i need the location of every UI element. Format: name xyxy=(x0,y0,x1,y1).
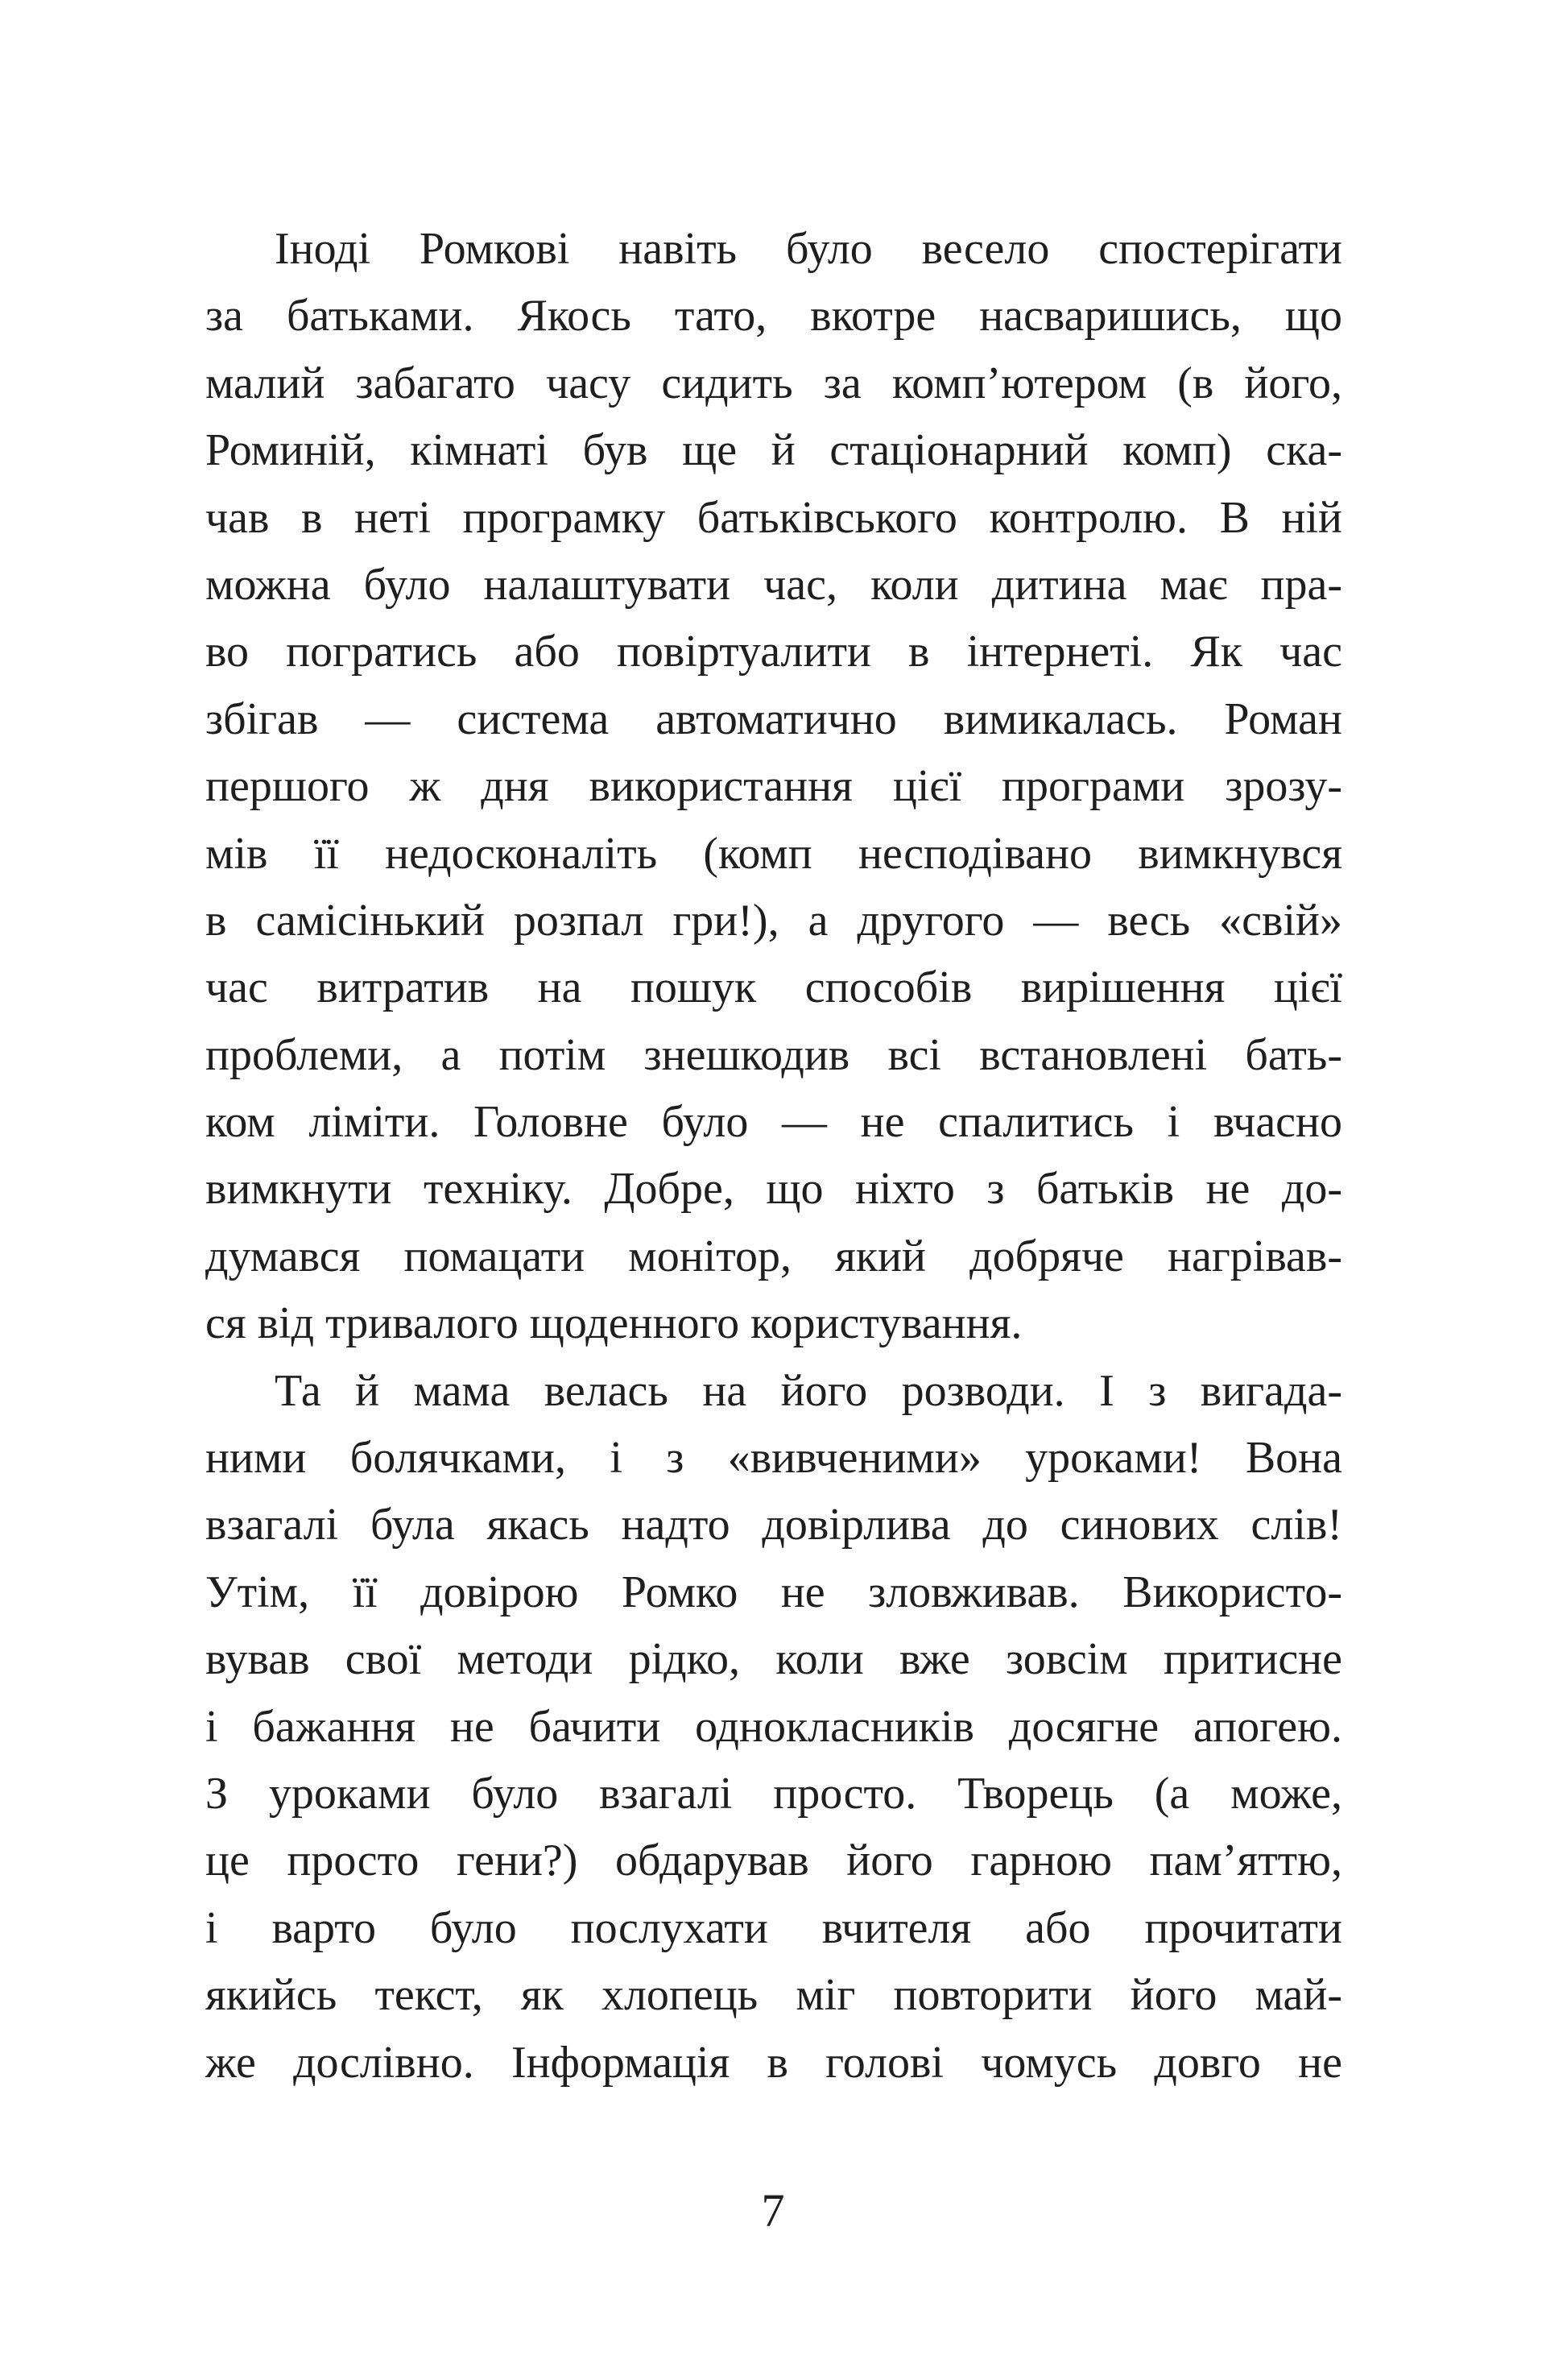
text-line: Іноді Ромкові навіть було весело спостерігати xyxy=(275,224,1342,274)
text-line: З уроками було взагалі просто. Творець (а може, xyxy=(205,1768,1342,1819)
text-line: збігав — система автоматично вимикалась. Роман xyxy=(205,693,1342,744)
paragraph-1 xyxy=(205,216,1342,1358)
page-number: 7 xyxy=(761,2184,785,2237)
text-line: і бажання не бачити однокласників досягне апогею. xyxy=(205,1701,1342,1752)
text-line: вимкнути техніку. Добре, що ніхто з батьків не до- xyxy=(205,1164,1342,1215)
text-line: думався помацати монітор, який добряче нагрівав- xyxy=(205,1231,1342,1281)
text-line: ком ліміти. Головне було — не спалитись і вчасно xyxy=(205,1097,1342,1148)
paragraph-2 xyxy=(205,1358,1342,2096)
text-line: і варто було послухати вчителя або прочитати xyxy=(205,1902,1342,1953)
text-line: проблеми, а потім знешкодив всі встановлені бать- xyxy=(205,1029,1342,1080)
text-line: за батьками. Якось тато, вкотре насваришись, що xyxy=(205,291,1342,341)
body-text xyxy=(205,216,1342,2096)
text-line: ся від тривалого щоденного користування. xyxy=(205,1298,1023,1349)
text-line: можна було налаштувати час, коли дитина має пра- xyxy=(205,559,1342,610)
text-line: малий забагато часу сидить за комп’ютером (в його, xyxy=(205,358,1342,408)
text-line: якийсь текст, як хлопець міг повторити його май- xyxy=(205,1970,1342,2021)
text-line: ними болячками, і з «вивченими» уроками! Вона xyxy=(205,1433,1342,1484)
text-line: в самісінький розпал гри!), а другого — весь «свій» xyxy=(205,895,1342,946)
text-line: во погратись або повіртуалити в інтернеті. Як час xyxy=(205,627,1342,677)
text-line: Утім, її довірою Ромко не зловживав. Використо- xyxy=(205,1567,1342,1617)
text-line: взагалі була якась надто довірлива до синових слів! xyxy=(205,1500,1342,1550)
text-line: першого ж дня використання цієї програми зрозу- xyxy=(205,761,1342,812)
text-line: це просто гени?) обдарував його гарною пам’яттю, xyxy=(205,1836,1342,1886)
text-line: мів її недосконаліть (комп несподівано вимкнувся xyxy=(205,828,1342,879)
text-line: же дослівно. Інформація в голові чомусь довго не xyxy=(205,2037,1342,2088)
text-line: Та й мама велась на його розводи. І з вигада- xyxy=(275,1365,1342,1416)
text-line: Роминій, кімнаті був ще й стаціонарний комп) ска- xyxy=(205,425,1342,476)
text-line: чав в неті програмку батьківського контролю. В ній xyxy=(205,492,1342,543)
text-line: вував свої методи рідко, коли вже зовсім притисне xyxy=(205,1634,1342,1685)
text-line: час витратив на пошук способів вирішення цієї xyxy=(205,962,1342,1013)
